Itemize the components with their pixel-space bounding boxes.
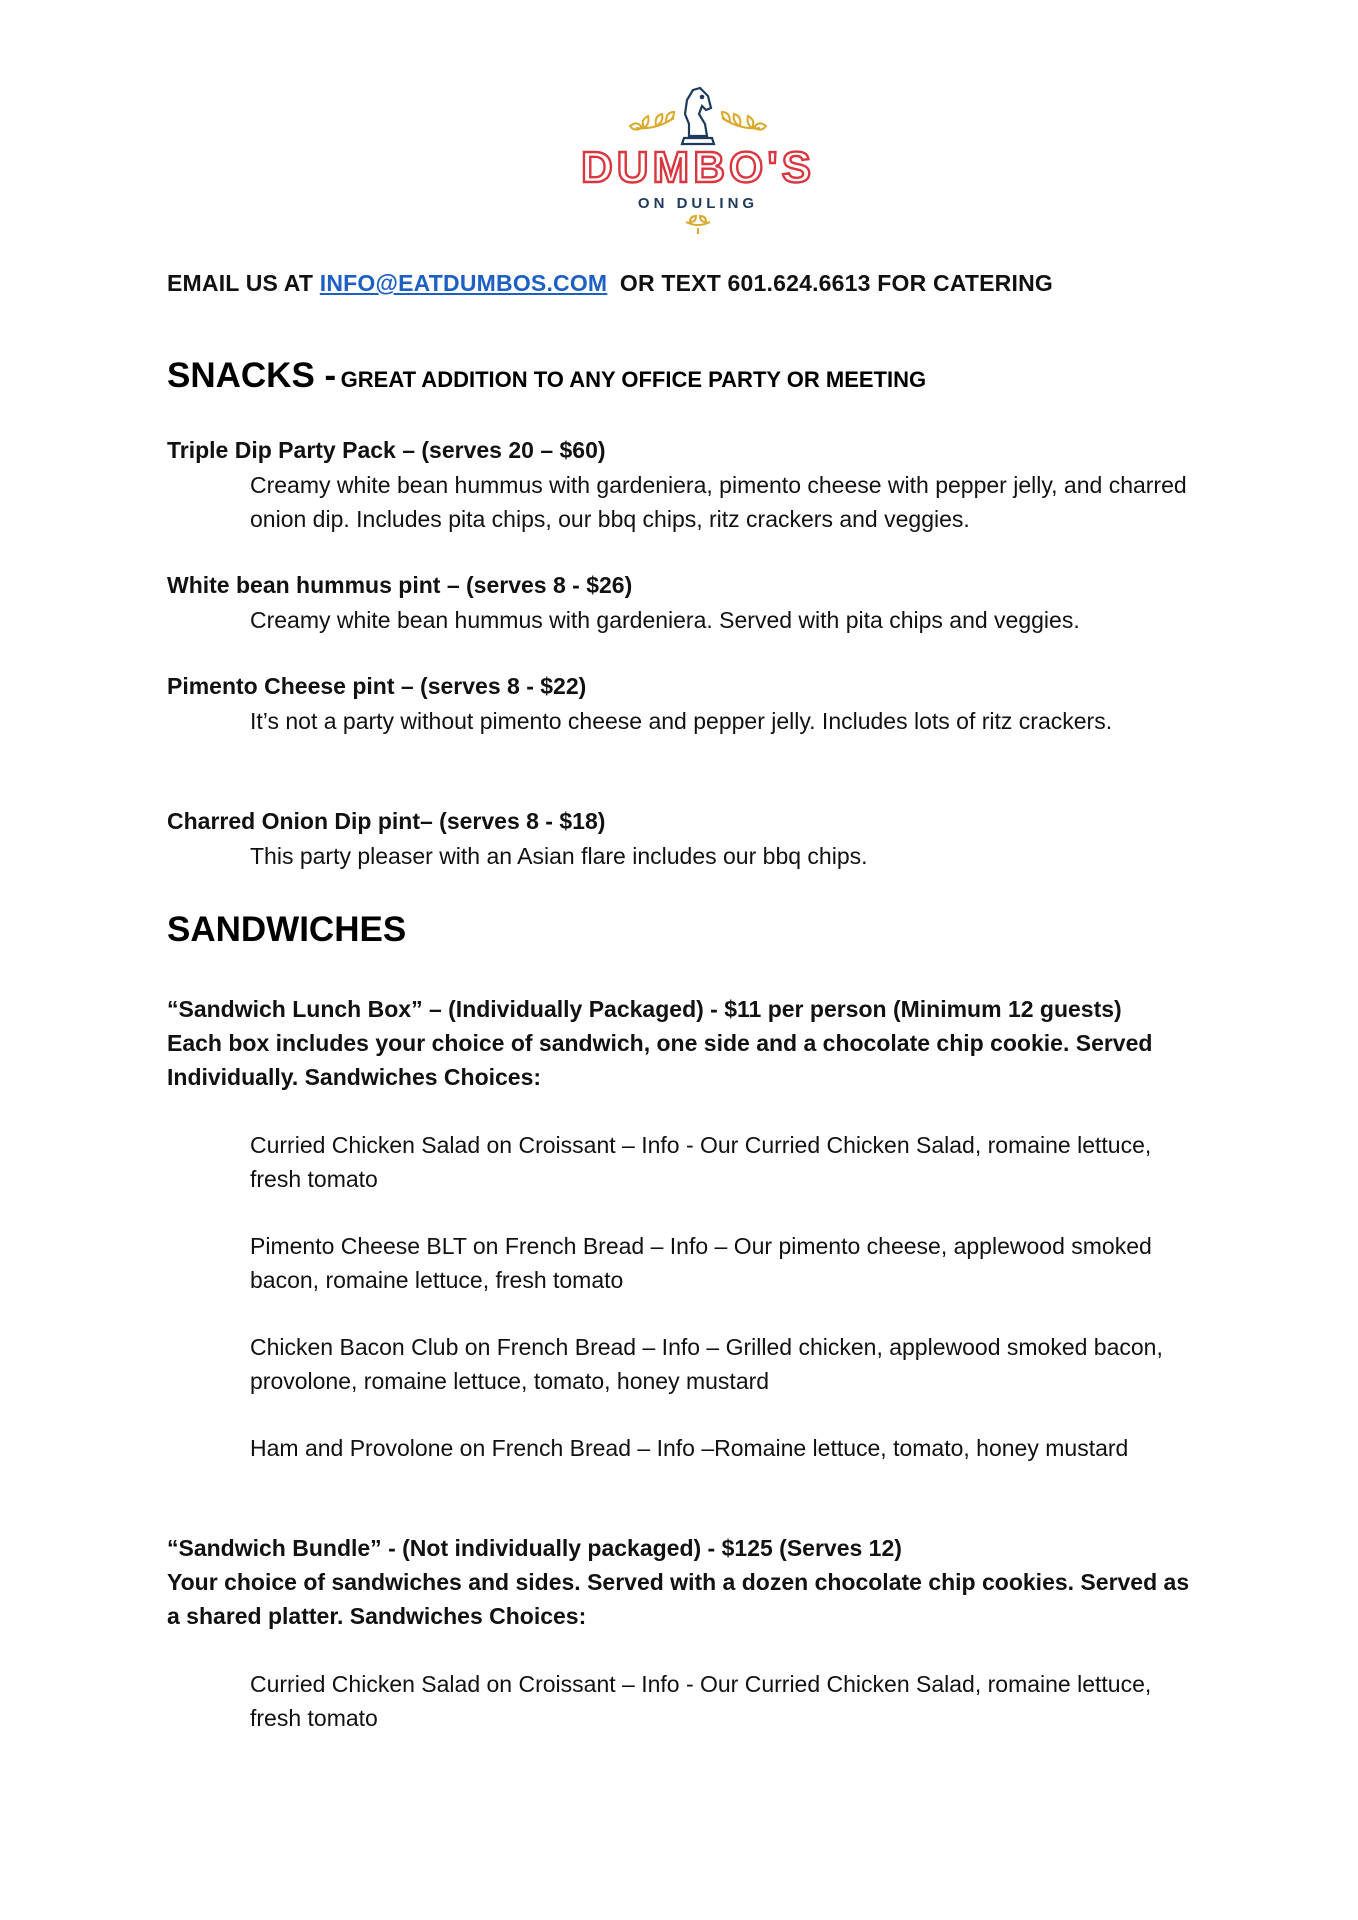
lunch-box-title: “Sandwich Lunch Box” – (Individually Packaged) - $11 per person (Minimum 12 guests) bbox=[167, 996, 1122, 1022]
snack-item-title: Charred Onion Dip pint– (serves 8 - $18) bbox=[167, 808, 606, 834]
left-laurel-icon bbox=[630, 112, 674, 130]
snack-item-desc: Creamy white bean hummus with gardeniera, pimento cheese with pepper jelly, and charred onion dip. Includes pita chips, our bbq chips, ritz crackers and veggies. bbox=[250, 472, 1187, 532]
brand-logo bbox=[568, 84, 828, 244]
snack-item-title: Pimento Cheese pint – (serves 8 - $22) bbox=[167, 673, 587, 699]
chess-knight-icon bbox=[682, 88, 714, 144]
brand-name: DUMBO'S bbox=[580, 143, 816, 192]
bundle-desc: Your choice of sandwiches and sides. Served with a dozen chocolate chip cookies. Served as a shared platter. Sandwiches Choices: bbox=[167, 1569, 1190, 1629]
snack-item-title: White bean hummus pint – (serves 8 - $26) bbox=[167, 572, 633, 598]
snacks-title: SNACKS - bbox=[167, 356, 337, 395]
sandwich-choice: Chicken Bacon Club on French Bread – Info – Grilled chicken, applewood smoked bacon, provolone, romaine lettuce, tomato, honey mustard bbox=[250, 1334, 1163, 1394]
snack-item-desc: This party pleaser with an Asian flare includes our bbq chips. bbox=[250, 843, 868, 869]
snacks-subtitle: GREAT ADDITION TO ANY OFFICE PARTY OR MEETING bbox=[340, 367, 927, 392]
brand-subtitle: ON DULING bbox=[637, 195, 759, 212]
sandwich-choice: Curried Chicken Salad on Croissant – Info - Our Curried Chicken Salad, romaine lettuce, fresh tomato bbox=[250, 1671, 1152, 1731]
sandwich-choice: Pimento Cheese BLT on French Bread – Info – Our pimento cheese, applewood smoked bacon, romaine lettuce, fresh tomato bbox=[250, 1233, 1152, 1293]
email-link[interactable]: INFO@EATDUMBOS.COM bbox=[319, 270, 608, 296]
contact-line bbox=[167, 270, 1247, 297]
bundle-title: “Sandwich Bundle” - (Not individually packaged) - $125 (Serves 12) bbox=[167, 1535, 902, 1561]
logo-graphic bbox=[568, 84, 828, 244]
contact-prefix: EMAIL US AT bbox=[167, 270, 314, 296]
snack-item-desc: It’s not a party without pimento cheese and pepper jelly. Includes lots of ritz crackers. bbox=[250, 708, 1113, 734]
sandwich-choice: Ham and Provolone on French Bread – Info –Romaine lettuce, tomato, honey mustard bbox=[250, 1435, 1129, 1461]
sandwiches-heading bbox=[167, 910, 406, 950]
bottom-ornament-icon bbox=[686, 216, 710, 234]
snack-item-desc: Creamy white bean hummus with gardeniera. Served with pita chips and veggies. bbox=[250, 607, 1080, 633]
sandwiches-title: SANDWICHES bbox=[167, 910, 407, 949]
lunch-box-desc: Each box includes your choice of sandwich, one side and a chocolate chip cookie. Served Individually. Sandwiches Choices: bbox=[167, 1030, 1153, 1090]
sandwich-choice: Curried Chicken Salad on Croissant – Info - Our Curried Chicken Salad, romaine lettuce, fresh tomato bbox=[250, 1132, 1152, 1192]
right-laurel-icon bbox=[722, 112, 766, 130]
snack-item-title: Triple Dip Party Pack – (serves 20 – $60) bbox=[167, 437, 606, 463]
snacks-heading bbox=[167, 356, 926, 396]
contact-suffix: OR TEXT 601.624.6613 FOR CATERING bbox=[619, 270, 1053, 296]
